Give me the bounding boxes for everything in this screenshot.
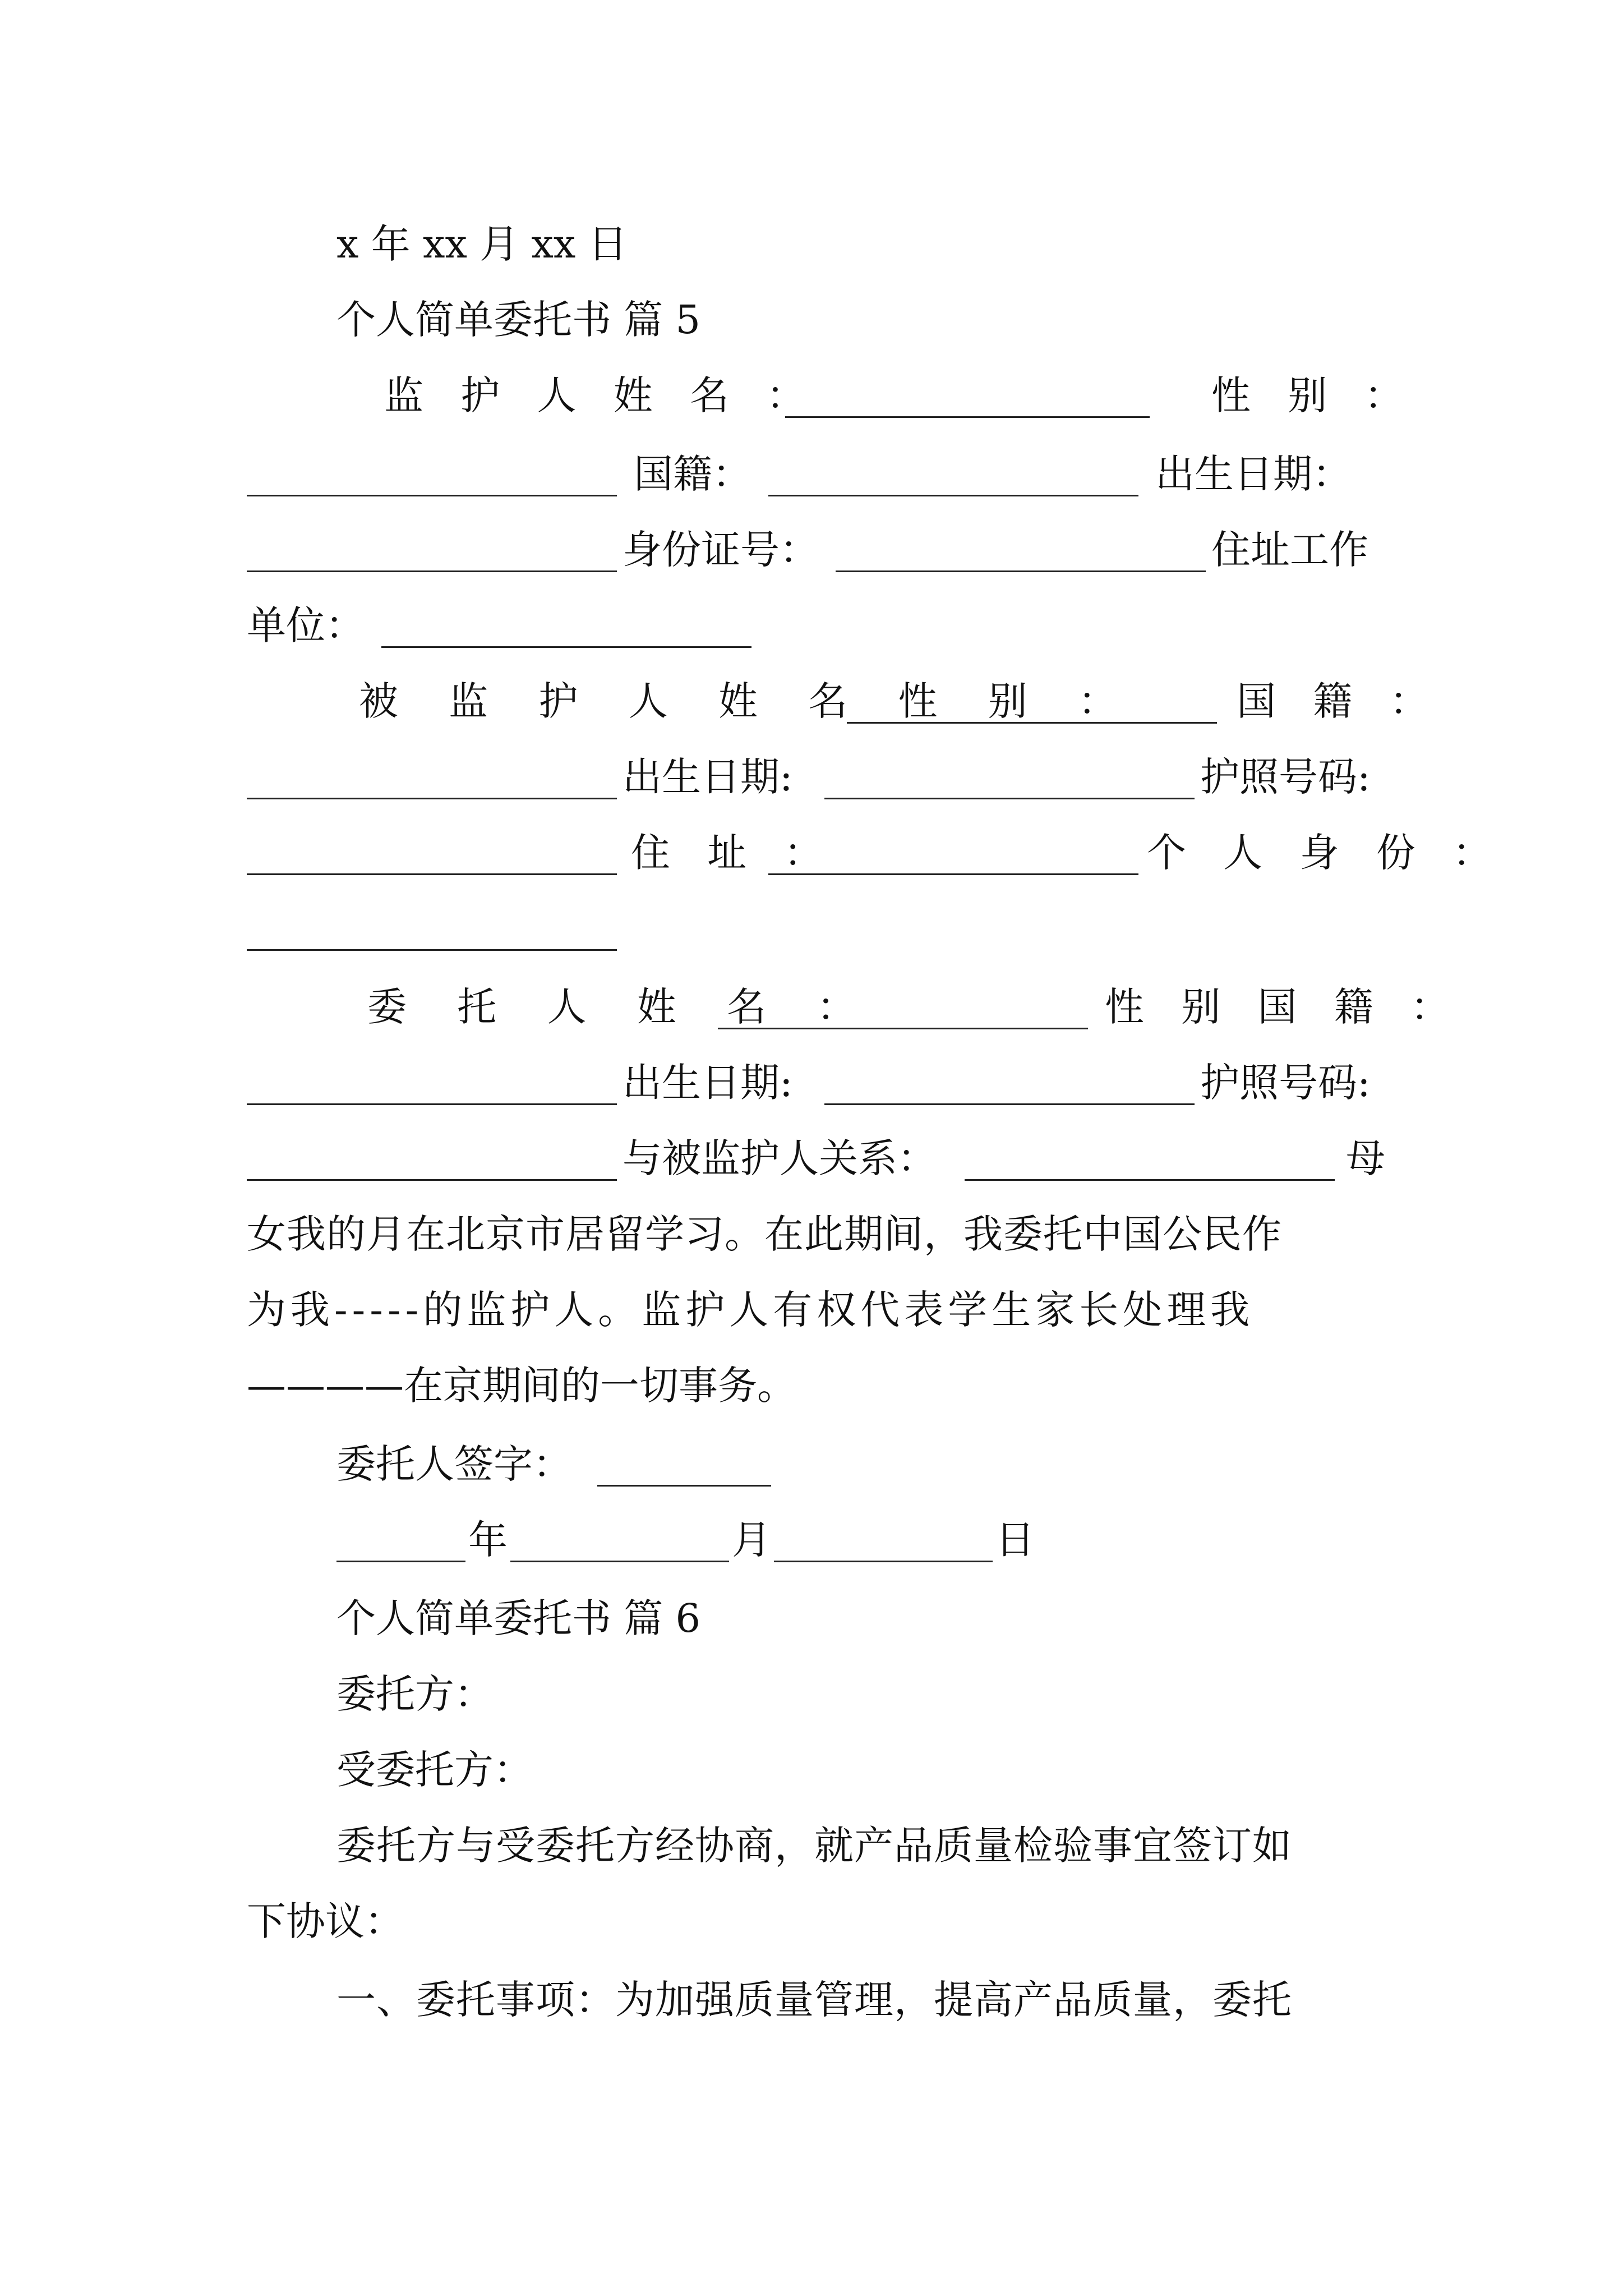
section6-title-line: [247, 1588, 1385, 1649]
paragraph-line-3: [247, 1355, 1385, 1416]
section5-title-line: [247, 289, 1385, 351]
guardian-gender-label: 性 别 ：: [1211, 372, 1416, 418]
relation-label: 与被监护人关系：: [623, 1135, 937, 1181]
principal-passport-blank: [247, 1179, 617, 1181]
relation-line: [247, 1128, 1385, 1189]
guardian-id-blank: [836, 570, 1206, 572]
month-blank: [510, 1561, 729, 1562]
guardian-nationality-blank: [768, 495, 1138, 496]
guardian-id-label: 身份证号：: [623, 527, 819, 573]
ward-name-gender-label: 被 监 护 人 姓 名 性 别 ：: [359, 678, 1137, 724]
guardian-birth-label: 出生日期：: [1155, 451, 1352, 497]
principal-birth-blank: [824, 1103, 1195, 1105]
guardian-id-line: [247, 519, 1385, 581]
guardian-gender-blank: [247, 495, 617, 496]
section5-title: 个人简单委托书 篇 5: [336, 297, 701, 343]
signature-line: [247, 1433, 1385, 1495]
principal-birth-label: 出生日期:: [623, 1060, 793, 1106]
paragraph-line-1: [247, 1203, 1385, 1265]
day-label: 日: [995, 1517, 1035, 1563]
section6-item1-line: [247, 1969, 1385, 2031]
year-blank: [336, 1561, 465, 1562]
principal-birth-line: [247, 1052, 1385, 1114]
section6-principal-line: [247, 1663, 1385, 1725]
sign-date-line: [247, 1509, 1385, 1571]
principal-name-label: 委 托 人 姓 名 ：: [367, 984, 875, 1030]
section6-intro-text-2: 下协议：: [247, 1898, 404, 1944]
ward-address-line: [247, 822, 1505, 884]
ward-address-label: 住 址 ：: [631, 830, 836, 876]
day-blank: [774, 1561, 993, 1562]
ward-nationality-blank: [247, 798, 617, 799]
guardian-nationality-label: 国籍：: [634, 451, 751, 497]
principal-gender-nationality-label: 性 别 国 籍 ：: [1105, 984, 1463, 1030]
section6-item1-text: 一、委托事项：为加强质量管理，提高产品质量，委托: [336, 1977, 1292, 2023]
year-label: 年: [468, 1517, 508, 1563]
principal-name-line: [247, 976, 1463, 1038]
section6-intro-line-1: [247, 1815, 1385, 1876]
section6-intro-line-2: [247, 1890, 1385, 1952]
paragraph-text-1: 女我的月在北京市居留学习。在此期间，我委托中国公民作: [247, 1211, 1282, 1257]
ward-name-line: [247, 670, 1441, 732]
date-line: [247, 213, 1385, 275]
paragraph-mother-text: 母: [1346, 1135, 1385, 1181]
principal-passport-label: 护照号码:: [1200, 1060, 1371, 1106]
relation-blank: [965, 1179, 1335, 1181]
date-text: x 年 xx 月 xx 日: [336, 221, 628, 267]
ward-personal-id-label: 个 人 身 份 ：: [1147, 830, 1505, 876]
section6-intro-text-1: 委托方与受委托方经协商，就产品质量检验事宜签订如: [336, 1823, 1292, 1869]
paragraph-line-2: [247, 1279, 1385, 1341]
ward-birth-blank: [824, 798, 1195, 799]
ward-passport-label: 护照号码:: [1200, 754, 1371, 800]
section6-title: 个人简单委托书 篇 6: [336, 1595, 701, 1641]
month-label: 月: [732, 1517, 771, 1563]
ward-passport-blank: [247, 873, 617, 875]
section6-principal-label: 委托方：: [336, 1671, 494, 1717]
ward-birth-line: [247, 746, 1385, 808]
ward-name-blank: [847, 722, 1217, 724]
guardian-birth-blank: [247, 570, 617, 572]
guardian-name-line: [247, 365, 1416, 426]
signature-blank: [597, 1485, 771, 1487]
paragraph-text-3: ————在京期间的一切事务。: [247, 1363, 796, 1409]
ward-nationality-label: 国 籍 ：: [1237, 678, 1441, 724]
signature-label: 委托人签字：: [336, 1441, 572, 1487]
section6-agent-label: 受委托方：: [336, 1747, 533, 1793]
ward-address-blank: [768, 873, 1138, 875]
ward-personal-id-blank: [247, 949, 617, 951]
guardian-name-label: 监 护 人 姓 名 ：: [384, 372, 818, 418]
guardian-work-unit-label: 单位：: [247, 602, 365, 648]
section6-agent-line: [247, 1739, 1385, 1801]
guardian-work-line: [247, 595, 1385, 656]
principal-name-blank: [718, 1028, 1088, 1029]
ward-personal-id-line: [247, 898, 1385, 959]
guardian-name-blank: [785, 416, 1150, 418]
guardian-address-work-label: 住址工作: [1211, 527, 1368, 573]
ward-birth-label: 出生日期:: [623, 754, 793, 800]
principal-nationality-blank: [247, 1103, 617, 1105]
paragraph-text-2: 为我-----的监护人。监护人有权代表学生家长处理我: [247, 1287, 1255, 1333]
guardian-nationality-line: [247, 443, 1385, 505]
guardian-work-blank: [381, 646, 751, 648]
